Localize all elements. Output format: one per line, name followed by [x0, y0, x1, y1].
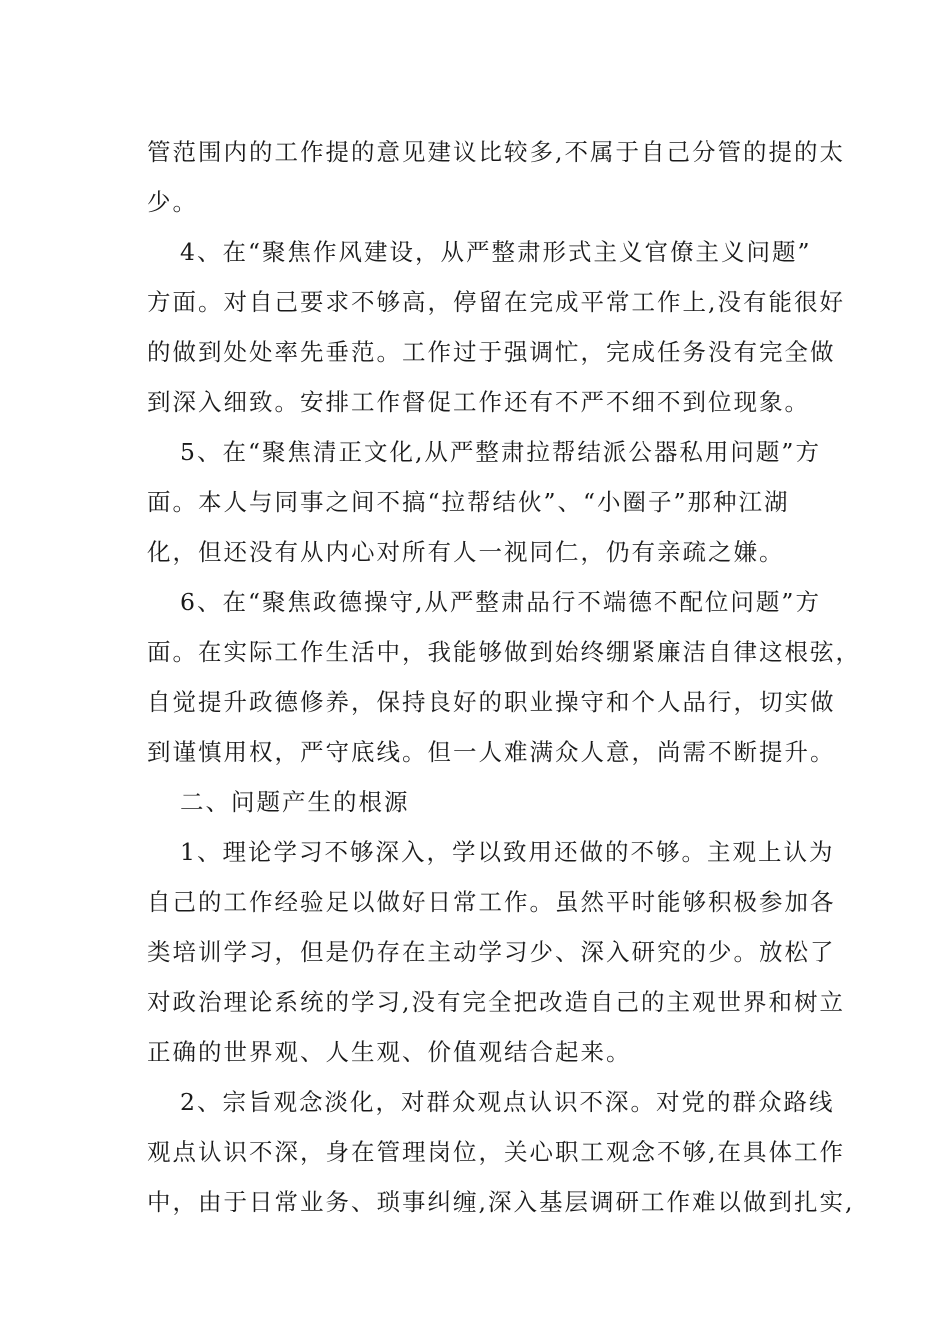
root-cause-1-line-2: 自己的工作经验足以做好日常工作。虽然平时能够积极参加各	[147, 888, 836, 916]
section-heading: 二、问题产生的根源	[180, 788, 410, 816]
root-cause-1-line-3: 类培训学习，但是仍存在主动学习少、深入研究的少。放松了	[147, 938, 836, 966]
paragraph-4-line-2: 方面。对自己要求不够高，停留在完成平常工作上,没有能很好	[147, 288, 845, 316]
paragraph-4-line-1: 4、在“聚焦作风建设，从严整肃形式主义官僚主义问题”	[180, 238, 812, 266]
root-cause-1-line-5: 正确的世界观、人生观、价值观结合起来。	[147, 1038, 632, 1066]
root-cause-1-line-1: 1、理论学习不够深入，学以致用还做的不够。主观上认为	[180, 838, 835, 866]
paragraph-3-line-2: 管范围内的工作提的意见建议比较多,不属于自己分管的提的太	[147, 138, 845, 166]
root-cause-2-line-1: 2、宗旨观念淡化，对群众观点认识不深。对党的群众路线	[180, 1088, 835, 1116]
paragraph-3-line-3: 少。	[147, 188, 198, 216]
paragraph-6-line-3: 自觉提升政德修养，保持良好的职业操守和个人品行，切实做	[147, 688, 836, 716]
paragraph-5-line-3: 化，但还没有从内心对所有人一视同仁，仍有亲疏之嫌。	[147, 538, 785, 566]
root-cause-2-line-3: 中，由于日常业务、琐事纠缠,深入基层调研工作难以做到扎实,	[147, 1188, 855, 1216]
paragraph-6-line-2: 面。在实际工作生活中，我能够做到始终绷紧廉洁自律这根弦，	[147, 638, 861, 666]
paragraph-6-line-1: 6、在“聚焦政德操守,从严整肃品行不端德不配位问题”方	[180, 588, 821, 616]
root-cause-2-line-2: 观点认识不深，身在管理岗位，关心职工观念不够,在具体工作	[147, 1138, 845, 1166]
paragraph-5-line-2: 面。本人与同事之间不搞“拉帮结伙”、“小圈子”那种江湖	[147, 488, 790, 516]
paragraph-4-line-4: 到深入细致。安排工作督促工作还有不严不细不到位现象。	[147, 388, 810, 416]
root-cause-1-line-4: 对政治理论系统的学习,没有完全把改造自己的主观世界和树立	[147, 988, 845, 1016]
paragraph-6-line-4: 到谨慎用权，严守底线。但一人难满众人意，尚需不断提升。	[147, 738, 836, 766]
paragraph-5-line-1: 5、在“聚焦清正文化,从严整肃拉帮结派公器私用问题”方	[180, 438, 821, 466]
paragraph-4-line-3: 的做到处处率先垂范。工作过于强调忙，完成任务没有完全做	[147, 338, 836, 366]
